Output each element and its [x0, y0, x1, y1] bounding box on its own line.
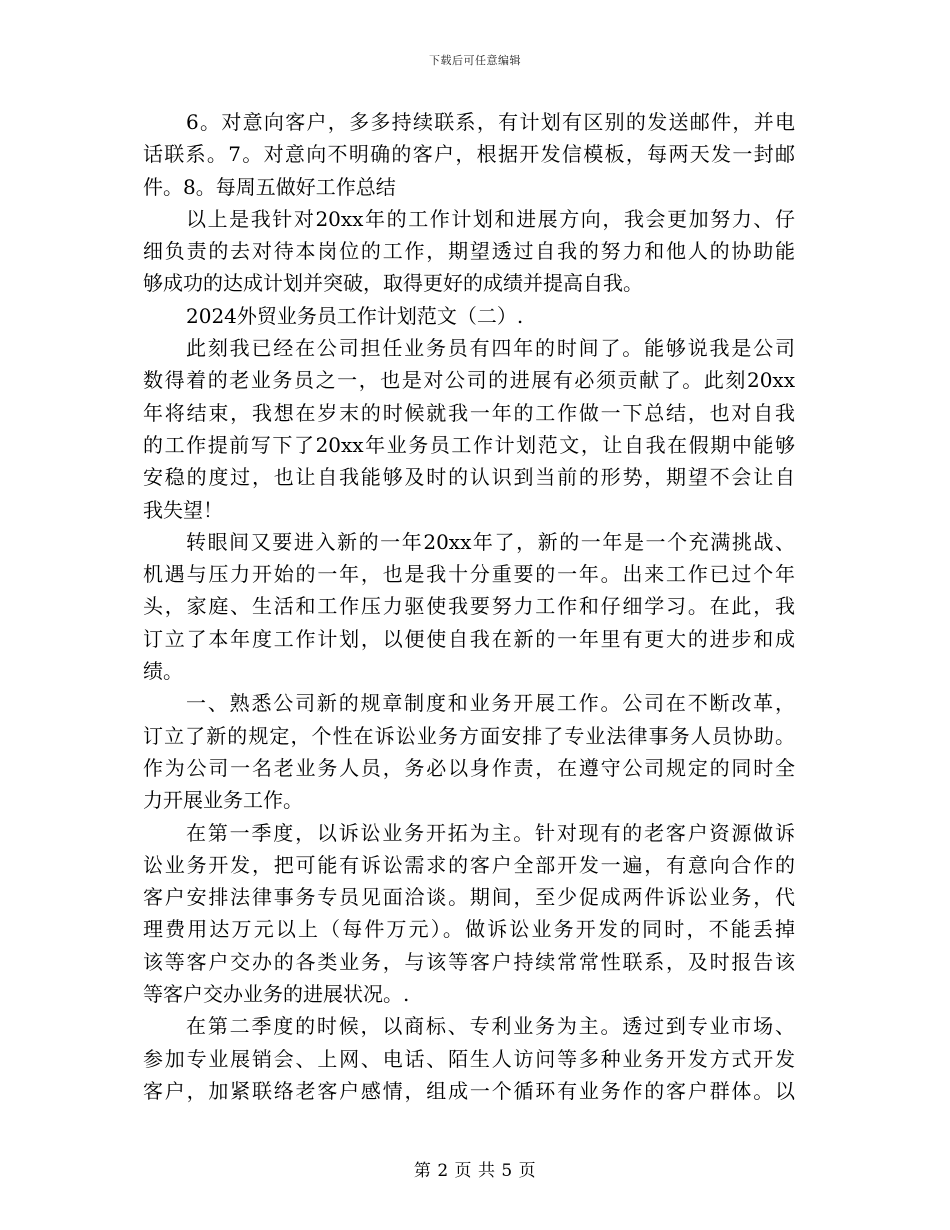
- text-line: 力开展业务工作。: [143, 788, 303, 813]
- text-line: 此刻我已经在公司担任业务员有四年的时间了。能够说我是公司: [186, 336, 795, 361]
- document-body: [143, 106, 795, 1107]
- text-line: 数得着的老业务员之一，也是对公司的进展有必须贡献了。此刻20xx: [143, 368, 795, 393]
- page-header: 下载后可任意编辑: [429, 54, 521, 67]
- text-line: 够成功的达成计划并突破，取得更好的成绩并提高自我。: [143, 271, 643, 296]
- text-line: 2024外贸业务员工作计划范文（二）.: [186, 303, 524, 328]
- text-line: 该等客户交办的各类业务，与该等客户持续常常性联系，及时报告该: [143, 949, 795, 974]
- text-line: 参加专业展销会、上网、电话、陌生人访问等多种业务开发方式开发: [143, 1046, 795, 1071]
- text-line: 以上是我针对20xx年的工作计划和进展方向，我会更加努力、仔: [186, 206, 795, 231]
- text-line: 头，家庭、生活和工作压力驱使我要努力工作和仔细学习。在此，我: [143, 594, 795, 619]
- text-line: 在第一季度，以诉讼业务开拓为主。针对现有的老客户资源做诉: [186, 820, 795, 845]
- text-line: 等客户交办业务的进展状况。.: [143, 982, 410, 1007]
- text-line: 机遇与压力开始的一年，也是我十分重要的一年。出来工作已过个年: [143, 562, 795, 587]
- text-line: 转眼间又要进入新的一年20xx年了，新的一年是一个充满挑战、: [186, 529, 795, 554]
- text-line: 我失望！: [143, 497, 223, 522]
- text-line: 年将结束，我想在岁末的时候就我一年的工作做一下总结，也对自我: [143, 400, 795, 425]
- text-line: 一、熟悉公司新的规章制度和业务开展工作。公司在不断改革，: [186, 691, 795, 716]
- text-line: 件。8。每周五做好工作总结: [143, 174, 396, 199]
- text-line: 绩。: [143, 659, 183, 684]
- page-footer: 第 2 页 共 5 页: [413, 1161, 537, 1181]
- text-line: 客户，加紧联络老客户感情，组成一个循环有业务作的客户群体。以: [143, 1078, 795, 1103]
- text-line: 话联系。7。对意向不明确的客户，根据开发信模板，每两天发一封邮: [143, 142, 795, 167]
- text-line: 作为公司一名老业务人员，务必以身作责，在遵守公司规定的同时全: [143, 755, 795, 780]
- text-line: 的工作提前写下了20xx年业务员工作计划范文，让自我在假期中能够: [143, 432, 795, 457]
- text-line: 细负责的去对待本岗位的工作，期望透过自我的努力和他人的协助能: [143, 239, 795, 264]
- text-line: 理费用达万元以上（每件万元）。做诉讼业务开发的同时，不能丢掉: [143, 917, 795, 942]
- text-line: 讼业务开发，把可能有诉讼需求的客户全部开发一遍，有意向合作的: [143, 852, 795, 877]
- text-line: 在第二季度的时候，以商标、专利业务为主。透过到专业市场、: [186, 1014, 795, 1039]
- text-line: 客户安排法律事务专员见面洽谈。期间，至少促成两件诉讼业务，代: [143, 885, 795, 910]
- text-line: 订立了本年度工作计划，以便使自我在新的一年里有更大的进步和成: [143, 626, 795, 651]
- text-line: 安稳的度过，也让自我能够及时的认识到当前的形势，期望不会让自: [143, 465, 795, 490]
- text-line: 6。对意向客户，多多持续联系，有计划有区别的发送邮件，并电: [186, 110, 795, 134]
- text-line: 订立了新的规定，个性在诉讼业务方面安排了专业法律事务人员协助。: [143, 723, 795, 748]
